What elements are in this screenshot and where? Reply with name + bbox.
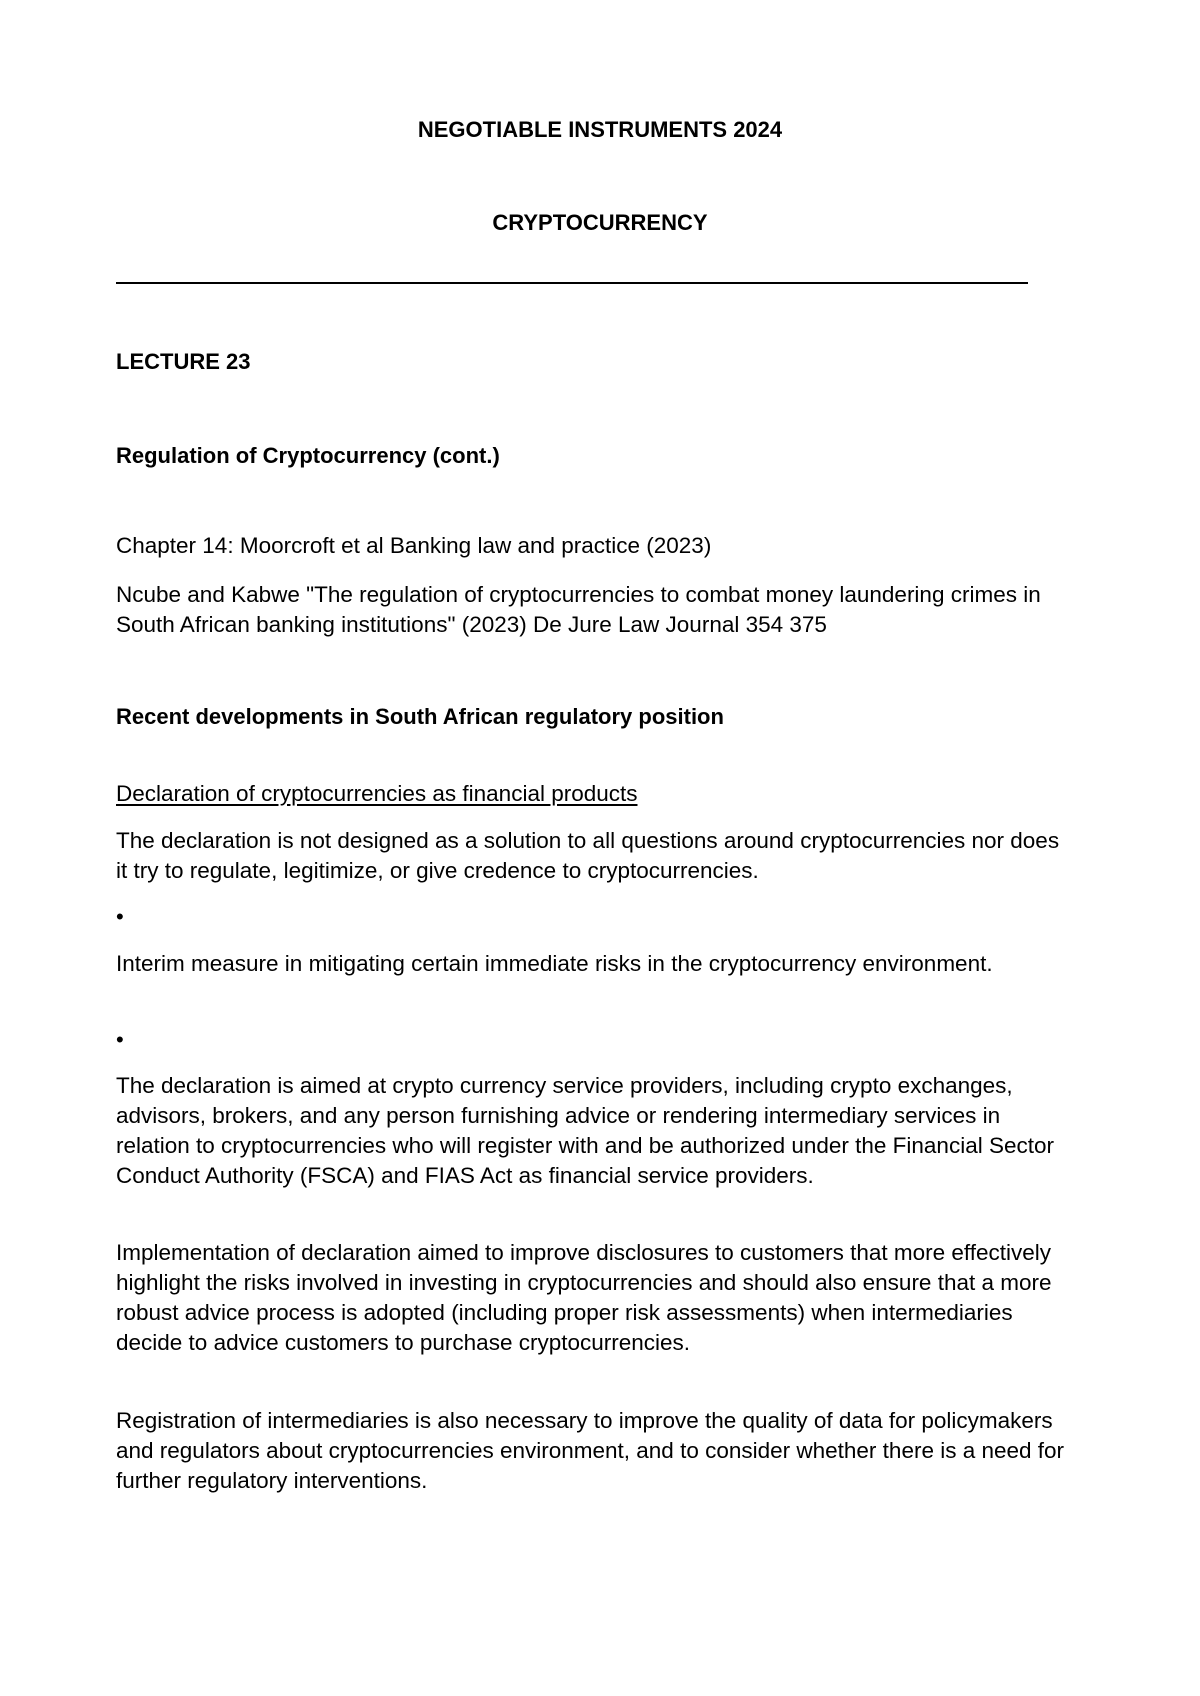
paragraph: Interim measure in mitigating certain immediate risks in the cryptocurrency environment. <box>116 951 993 976</box>
developments-title: Recent developments in South African regulatory position <box>116 704 724 729</box>
developments-subheading: Declaration of cryptocurrencies as financial products <box>116 781 638 806</box>
reading-item: Ncube and Kabwe "The regulation of cryptocurrencies to combat money laundering crimes in South African banking institutions" (2023) De Jure Law Journal 354 375 <box>116 582 1041 637</box>
bullet-icon: • <box>116 1027 124 1052</box>
paragraph: Implementation of declaration aimed to improve disclosures to customers that more effectively highlight the risks involved in investing in cryptocurrencies and should also ensure that a more robust advice process is adopted (including proper risk assessments) when intermediaries decide to advice customers to purchase cryptocurrencies. <box>116 1240 1052 1355</box>
horizontal-rule <box>116 282 1028 284</box>
lecture-label: LECTURE 23 <box>116 349 251 374</box>
paragraph: The declaration is not designed as a solution to all questions around cryptocurrencies nor does it try to regulate, legitimize, or give credence to cryptocurrencies. <box>116 828 1060 883</box>
paragraph: Registration of intermediaries is also necessary to improve the quality of data for policymakers and regulators about cryptocurrencies environment, and to consider whether there is a need for further regulatory interventions. <box>116 1408 1065 1493</box>
section-title: Regulation of Cryptocurrency (cont.) <box>116 443 500 468</box>
topic-title: CRYPTOCURRENCY <box>492 210 708 235</box>
reading-item: Chapter 14: Moorcroft et al Banking law and practice (2023) <box>116 533 712 558</box>
bullet-icon: • <box>116 904 124 929</box>
paragraph: The declaration is aimed at crypto currency service providers, including crypto exchanges, advisors, brokers, and any person furnishing advice or rendering intermediary services in relation to cryptocurrencies who will register with and be authorized under the Financial Sector Conduct Authority (FSCA) and FIAS Act as financial service providers. <box>116 1073 1054 1188</box>
course-title: NEGOTIABLE INSTRUMENTS 2024 <box>417 117 783 142</box>
